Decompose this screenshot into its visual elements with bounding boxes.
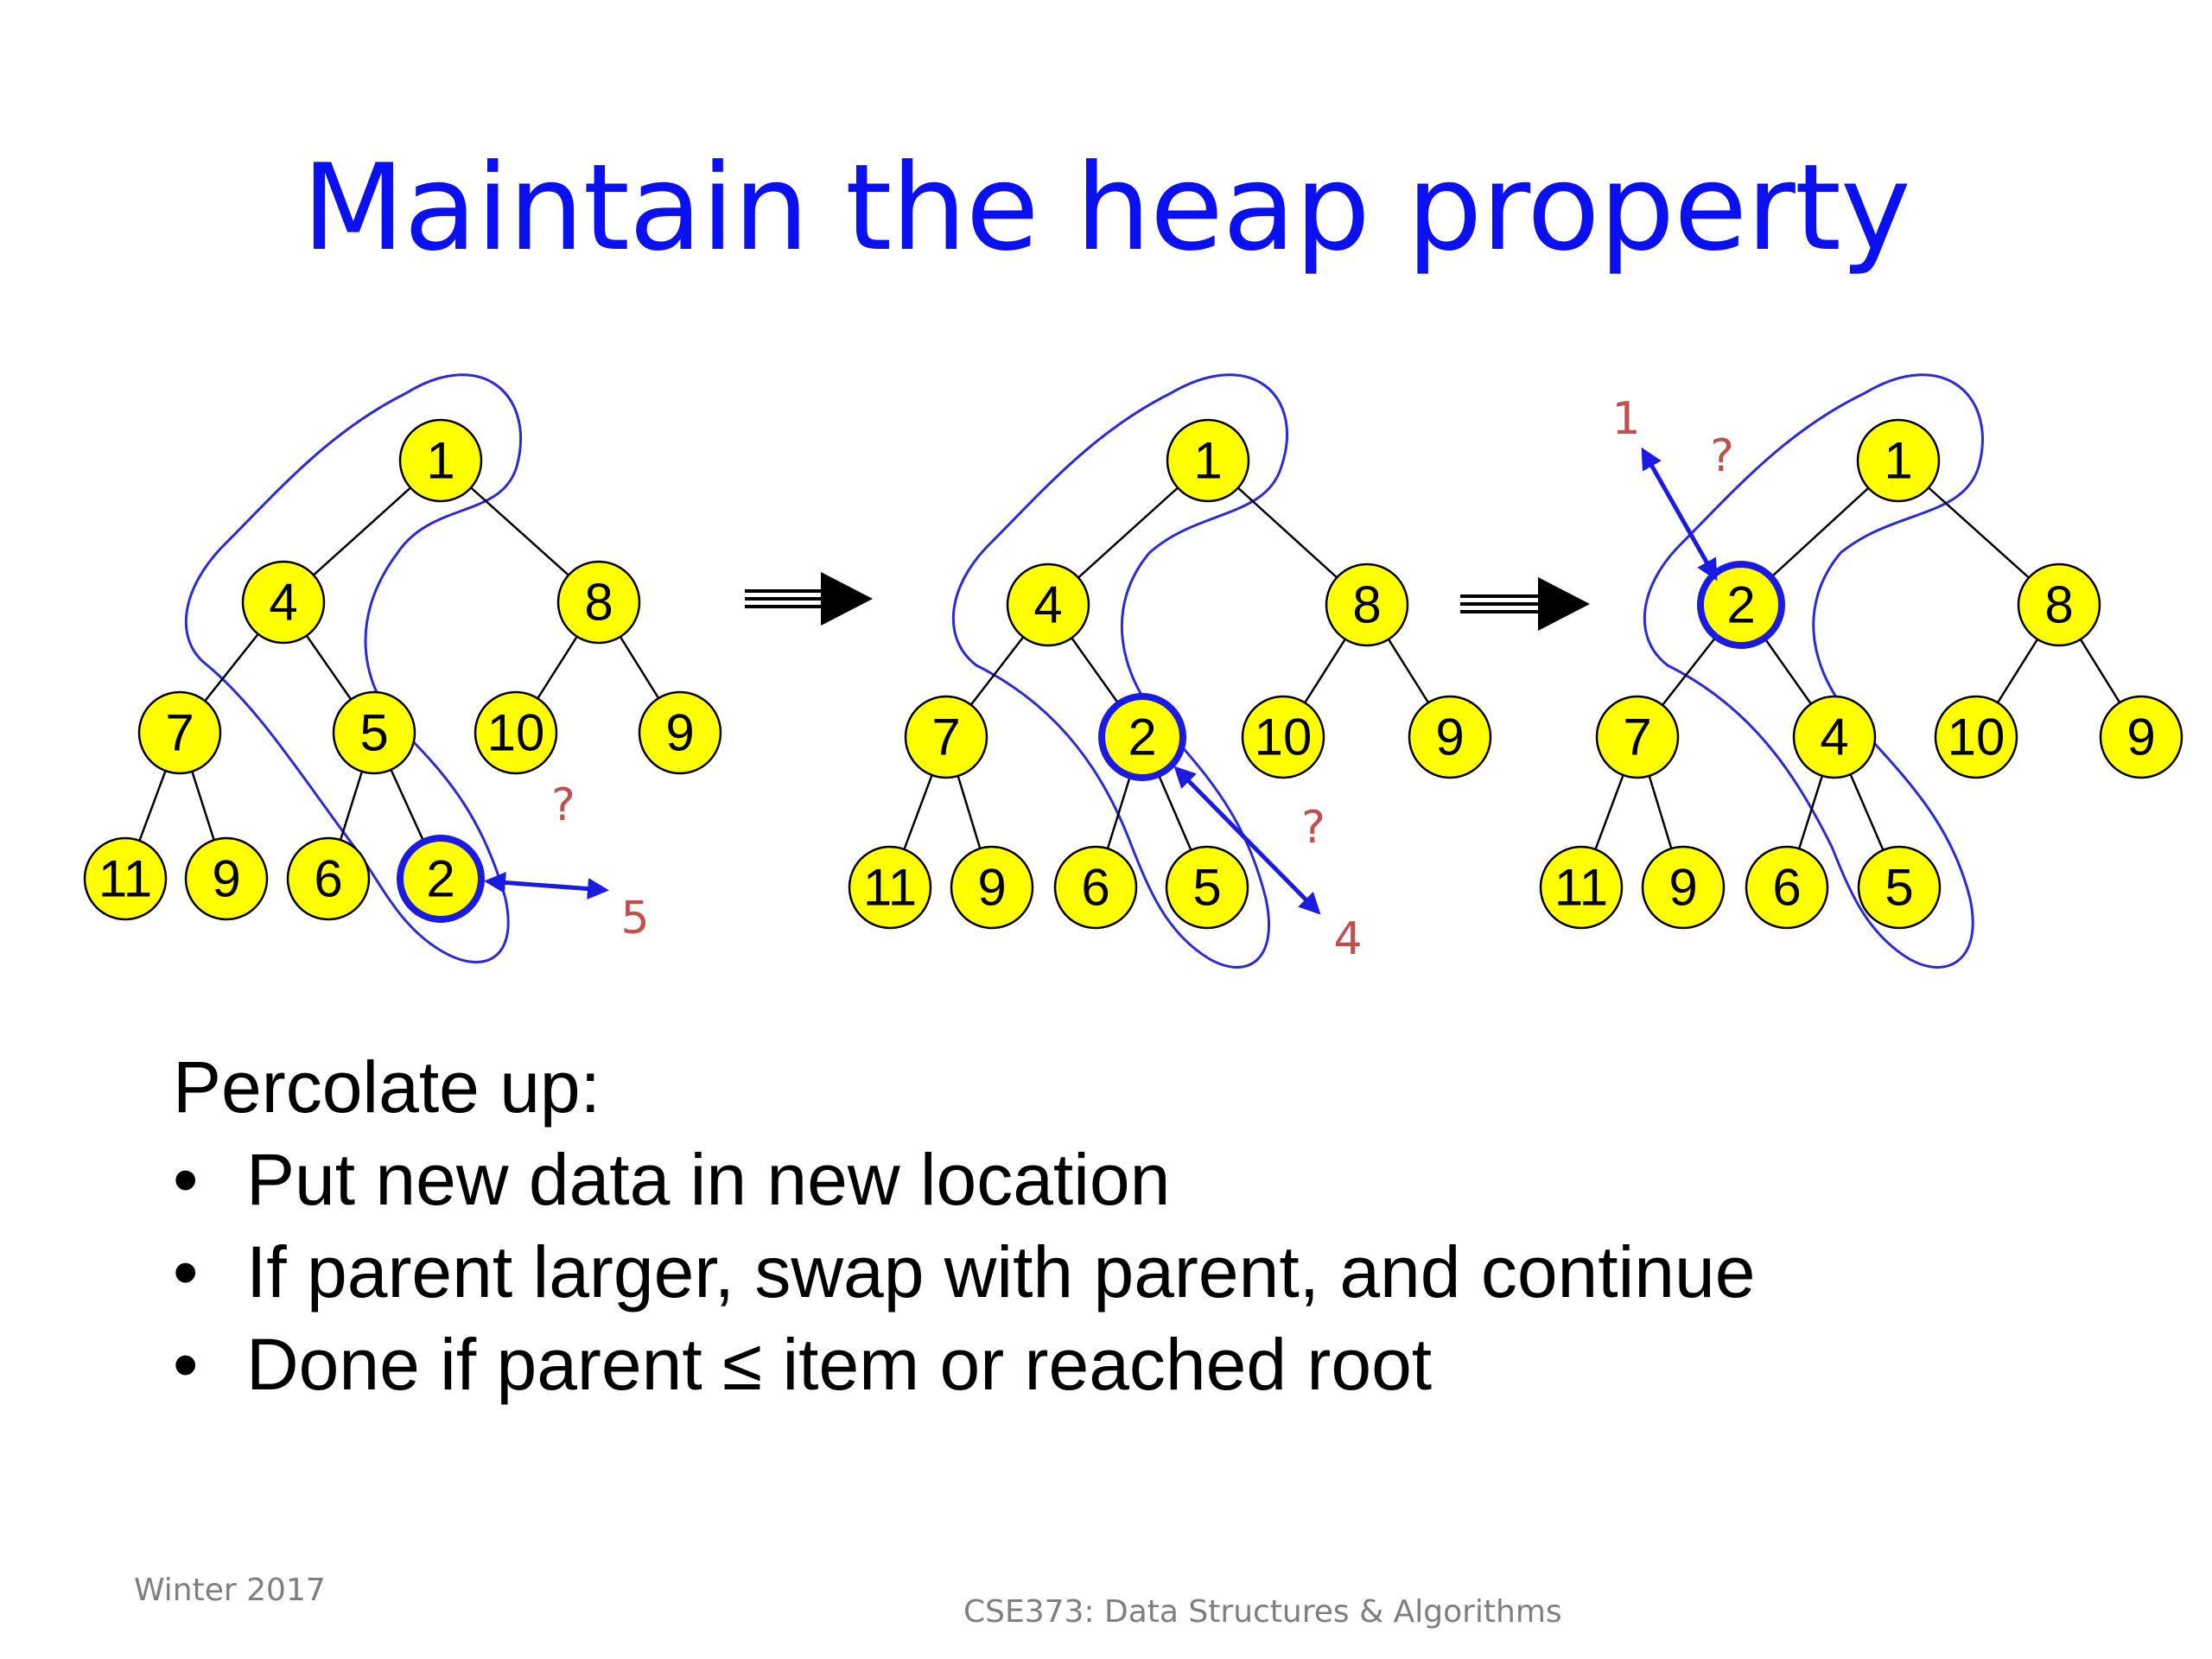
node-value: 9 — [1435, 708, 1465, 766]
question-mark: ? — [1710, 430, 1734, 482]
node-value: 1 — [1193, 431, 1223, 490]
body-heading: Percolate up: — [173, 1046, 601, 1128]
heap-node — [639, 692, 721, 773]
bullet-item — [173, 1319, 2074, 1411]
bullet-text: Done if parent ≤ item or reached root — [246, 1324, 1433, 1405]
node-value: 8 — [584, 573, 613, 632]
heap-node — [951, 847, 1033, 928]
bullet-marker: • — [173, 1324, 199, 1405]
question-mark: ? — [551, 779, 575, 831]
node-value: 2 — [1726, 575, 1756, 634]
annotation-value: 5 — [620, 893, 650, 944]
annotation-value: 4 — [1333, 913, 1363, 965]
node-value: 8 — [2044, 575, 2074, 634]
heap-node — [243, 562, 324, 643]
bullet-text: If parent larger, swap with parent, and continue — [246, 1231, 1756, 1313]
heap-node — [1794, 696, 1875, 778]
annotation-value: 1 — [1611, 393, 1641, 445]
footer-date: Winter 2017 — [134, 1573, 326, 1608]
heap-node — [186, 838, 267, 919]
node-value: 6 — [314, 849, 343, 908]
heap-node-highlighted — [400, 838, 481, 919]
node-value: 1 — [1884, 431, 1913, 490]
node-value: 6 — [1772, 858, 1802, 917]
heap-node — [2101, 696, 2182, 778]
heap-node — [1936, 696, 2017, 778]
heap-node — [1541, 847, 1622, 928]
node-value: 1 — [426, 431, 455, 490]
node-value: 7 — [1623, 708, 1652, 766]
slide-title: Maintain the heap property — [302, 138, 1910, 277]
node-value: 5 — [1885, 858, 1914, 917]
heap-node — [1007, 564, 1089, 645]
heap-node — [400, 420, 481, 501]
compare-arrow — [488, 881, 605, 890]
node-value: 4 — [1033, 575, 1063, 634]
heap-node — [1409, 696, 1491, 778]
heap-node — [2018, 564, 2100, 645]
node-value: 4 — [1820, 708, 1849, 766]
heap-node — [139, 692, 220, 773]
body-text — [173, 1041, 2074, 1411]
node-value: 2 — [1128, 708, 1157, 766]
tree-3 — [1541, 375, 2182, 968]
transition-arrow — [1460, 577, 1590, 631]
transition-arrow — [745, 572, 873, 626]
node-value: 6 — [1081, 858, 1110, 917]
node-value: 9 — [1669, 858, 1698, 917]
heap-node — [334, 692, 415, 773]
node-value: 4 — [269, 573, 298, 632]
heap-node — [1746, 847, 1827, 928]
heap-node — [1643, 847, 1724, 928]
node-value: 9 — [2126, 708, 2156, 766]
heap-node — [1166, 847, 1248, 928]
node-value: 11 — [862, 858, 918, 917]
bullet-marker: • — [173, 1139, 199, 1220]
bullet-item — [173, 1226, 2074, 1319]
node-value: 9 — [665, 703, 695, 762]
compare-arrow — [1643, 451, 1715, 577]
heap-node — [558, 562, 639, 643]
node-value: 11 — [98, 849, 153, 908]
node-value: 10 — [1947, 708, 2005, 766]
heap-node — [1243, 696, 1324, 778]
node-value: 7 — [165, 703, 194, 762]
question-mark: ? — [1301, 802, 1325, 854]
heap-node — [849, 847, 931, 928]
node-value: 2 — [426, 849, 455, 908]
heap-node — [1597, 696, 1678, 778]
heap-node — [906, 696, 987, 778]
heap-node — [85, 838, 166, 919]
heap-node — [1859, 847, 1940, 928]
heap-node — [1167, 420, 1249, 501]
tree-1 — [85, 375, 721, 963]
node-value: 9 — [212, 849, 241, 908]
bullet-text: Put new data in new location — [246, 1139, 1171, 1220]
node-value: 5 — [359, 703, 389, 762]
node-value: 10 — [486, 703, 545, 762]
tree-2 — [849, 375, 1491, 968]
heap-node — [1326, 564, 1408, 645]
node-value: 11 — [1554, 858, 1609, 917]
node-value: 10 — [1254, 708, 1313, 766]
footer-course: CSE373: Data Structures & Algorithms — [963, 1594, 1562, 1630]
node-value: 7 — [931, 708, 961, 766]
bullet-item — [173, 1134, 2074, 1226]
heap-node — [288, 838, 369, 919]
node-value: 9 — [977, 858, 1007, 917]
bullet-marker: • — [173, 1231, 199, 1313]
node-value: 8 — [1352, 575, 1382, 634]
heap-node-highlighted — [1102, 696, 1183, 778]
heap-node — [1055, 847, 1136, 928]
bullet-list — [173, 1134, 2074, 1411]
heap-node — [1858, 420, 1939, 501]
node-value: 5 — [1192, 858, 1222, 917]
heap-node — [475, 692, 556, 773]
